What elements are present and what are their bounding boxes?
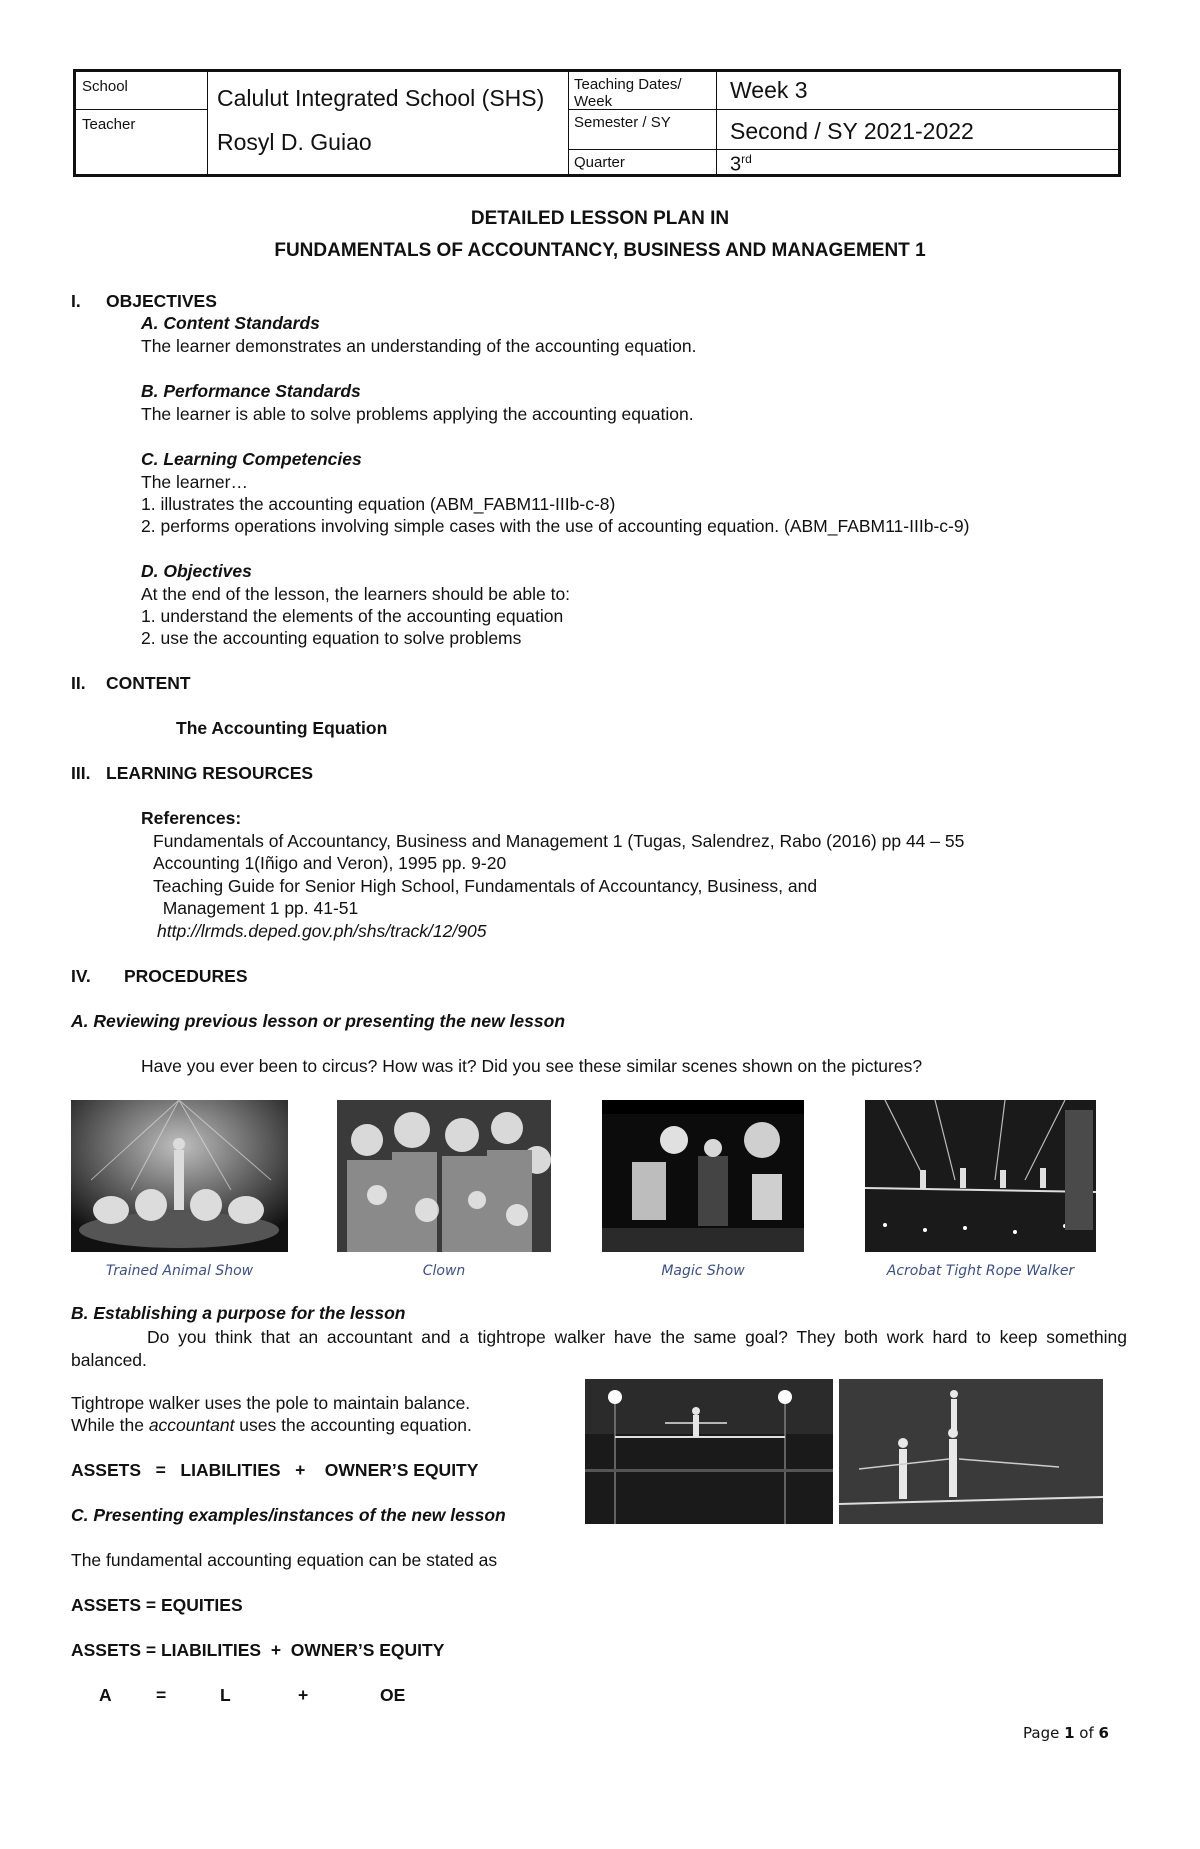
magic-show-image xyxy=(602,1100,804,1252)
competencies-label: C. Learning Competencies xyxy=(141,449,362,469)
reference-item: Teaching Guide for Senior High School, Fundamentals of Accountancy, Business, and xyxy=(153,876,818,896)
equation-3: ASSETS = LIABILITIES + OWNER’S EQUITY xyxy=(71,1640,445,1660)
page-number: Page 1 of 6 xyxy=(1023,1724,1109,1742)
objective-item: 1. understand the elements of the accounting equation xyxy=(141,606,564,626)
competency-item: 2. performs operations involving simple cases with the use of accounting equation. (ABM_FABM11-IIIb-c-9) xyxy=(141,516,970,536)
procedure-c-label: C. Presenting examples/instances of the new lesson xyxy=(71,1505,506,1525)
procedure-a-question: Have you ever been to circus? How was it? Did you see these similar scenes shown on the pictures? xyxy=(141,1056,923,1076)
procedure-b-paragraph: Do you think that an accountant and a tightrope walker have the same goal? They both work hard to keep something balanced. xyxy=(71,1327,1127,1370)
quarter-label: Quarter xyxy=(574,154,625,171)
resources-num: III. xyxy=(71,763,91,783)
tightrope-photo-1 xyxy=(585,1379,833,1524)
objective-item: 2. use the accounting equation to solve problems xyxy=(141,628,522,648)
performance-standards-label: B. Performance Standards xyxy=(141,381,361,401)
acrobat-image xyxy=(865,1100,1096,1252)
title-line-1: DETAILED LESSON PLAN IN xyxy=(470,208,730,229)
clown-photo xyxy=(337,1100,551,1252)
procedures-heading: PROCEDURES xyxy=(124,966,248,986)
school-value: Calulut Integrated School (SHS) xyxy=(217,85,545,111)
semester-label: Semester / SY xyxy=(574,114,671,131)
tightrope-image-2 xyxy=(839,1379,1103,1524)
header-table xyxy=(73,69,1121,177)
abbr-liabilities: L xyxy=(220,1685,231,1705)
reference-item: Fundamentals of Accountancy, Business and Management 1 (Tugas, Salendrez, Rabo (2016) pp 44 – 55 xyxy=(153,831,965,851)
trained-animal-show-photo xyxy=(71,1100,288,1252)
abbr-plus: + xyxy=(298,1685,309,1705)
equation-1: ASSETS = LIABILITIES + OWNER’S EQUITY xyxy=(71,1460,479,1480)
procedure-b-line-1: Tightrope walker uses the pole to maintain balance. xyxy=(71,1393,471,1413)
procedure-b-label: B. Establishing a purpose for the lesson xyxy=(71,1303,406,1323)
objectives-d-label: D. Objectives xyxy=(141,561,252,581)
clown-image xyxy=(337,1100,551,1252)
reference-item: Accounting 1(Iñigo and Veron), 1995 pp. 9-20 xyxy=(153,853,507,873)
content-topic: The Accounting Equation xyxy=(176,718,388,738)
resources-heading: LEARNING RESOURCES xyxy=(106,763,314,783)
dates-label: Teaching Dates/ Week xyxy=(574,76,682,110)
competencies-intro: The learner… xyxy=(141,472,248,492)
procedure-b-line-2: While the accountant uses the accounting equation. xyxy=(71,1415,472,1435)
photo-caption: Trained Animal Show xyxy=(105,1263,254,1279)
quarter-value: 3rd xyxy=(730,152,752,176)
abbr-owners-equity: OE xyxy=(380,1685,406,1705)
content-num: II. xyxy=(71,673,86,693)
procedure-c-intro: The fundamental accounting equation can be stated as xyxy=(71,1550,498,1570)
school-label: School xyxy=(82,78,128,95)
competency-item: 1. illustrates the accounting equation (ABM_FABM11-IIIb-c-8) xyxy=(141,494,616,514)
semester-value: Second / SY 2021-2022 xyxy=(730,118,974,144)
performance-standards-text: The learner is able to solve problems applying the accounting equation. xyxy=(141,404,694,424)
equation-2: ASSETS = EQUITIES xyxy=(71,1595,243,1615)
procedures-num: IV. xyxy=(71,966,91,986)
references-label: References: xyxy=(141,808,242,828)
abbr-assets: A xyxy=(99,1685,112,1705)
acrobat-photo xyxy=(865,1100,1096,1252)
reference-link[interactable]: http://lrmds.deped.gov.ph/shs/track/12/905 xyxy=(157,921,487,941)
photo-caption: Acrobat Tight Rope Walker xyxy=(886,1263,1075,1279)
objectives-heading: OBJECTIVES xyxy=(106,291,217,311)
content-heading: CONTENT xyxy=(106,673,191,693)
trained-animal-show-image xyxy=(71,1100,288,1252)
photo-caption: Magic Show xyxy=(661,1263,745,1279)
procedure-a-label: A. Reviewing previous lesson or presenting the new lesson xyxy=(71,1011,566,1031)
objectives-num: I. xyxy=(71,291,81,311)
content-standards-text: The learner demonstrates an understanding of the accounting equation. xyxy=(141,336,697,356)
title-line-2: FUNDAMENTALS OF ACCOUNTANCY, BUSINESS AND MANAGEMENT 1 xyxy=(274,240,926,261)
tightrope-image-1 xyxy=(585,1379,833,1524)
teacher-label: Teacher xyxy=(82,116,136,133)
abbr-equals: = xyxy=(156,1685,167,1705)
teacher-value: Rosyl D. Guiao xyxy=(217,129,372,155)
magic-show-photo xyxy=(602,1100,804,1252)
photo-caption: Clown xyxy=(422,1263,466,1279)
tightrope-photo-2 xyxy=(839,1379,1103,1524)
dates-value: Week 3 xyxy=(730,77,808,103)
content-standards-label: A. Content Standards xyxy=(141,313,320,333)
reference-item: Management 1 pp. 41-51 xyxy=(153,898,359,918)
objectives-intro: At the end of the lesson, the learners should be able to: xyxy=(141,584,571,604)
